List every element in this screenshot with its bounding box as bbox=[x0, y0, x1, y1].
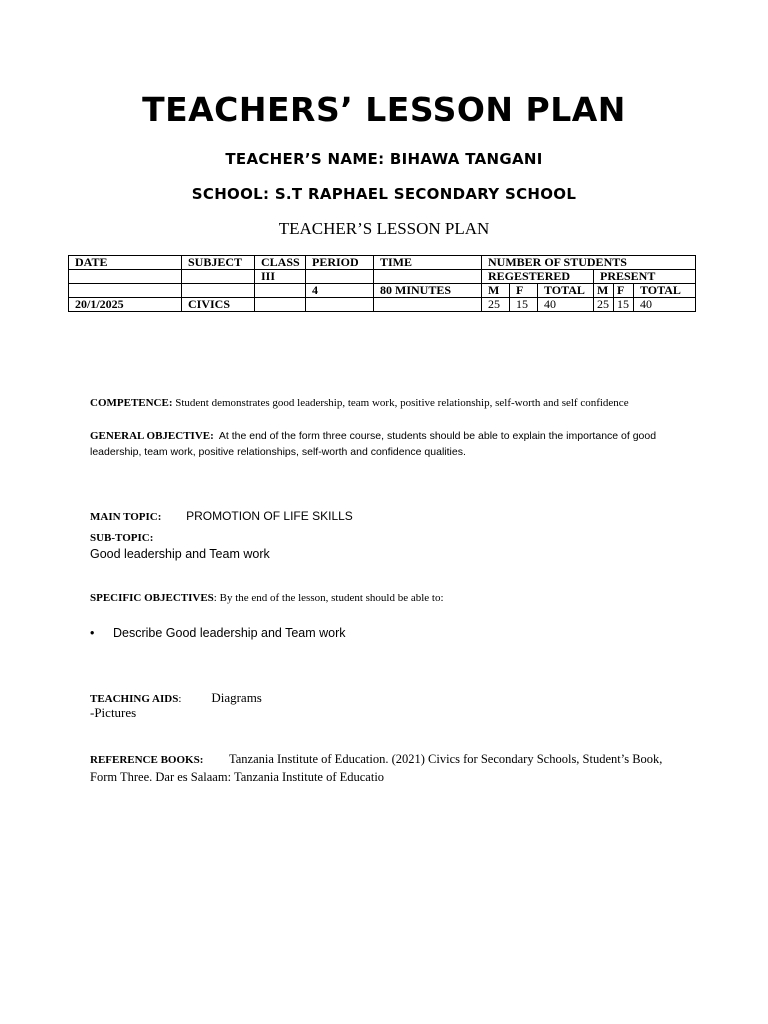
date-cell: 20/1/2025 bbox=[69, 298, 182, 312]
specific-objectives-text: : By the end of the lesson, student should be able to: bbox=[213, 592, 444, 604]
teaching-aids-colon: : bbox=[178, 693, 182, 705]
lesson-plan-heading: TEACHER’S LESSON PLAN bbox=[278, 219, 490, 238]
bullet-text: Describe Good leadership and Team work bbox=[113, 626, 346, 640]
pres-total-header: TOTAL bbox=[634, 284, 696, 298]
lesson-info-table bbox=[68, 255, 696, 312]
reference-text-1: Tanzania Institute of Education. (2021) Civics for Secondary Schools, Student’s Book, bbox=[229, 752, 663, 766]
reg-m-header: M bbox=[482, 284, 510, 298]
table-subheader-row bbox=[69, 270, 696, 284]
subject-header: SUBJECT bbox=[182, 256, 255, 270]
main-topic-value: PROMOTION OF LIFE SKILLS bbox=[186, 509, 353, 523]
subject-cell: CIVICS bbox=[182, 298, 255, 312]
sub-topic-value: Good leadership and Team work bbox=[90, 547, 270, 561]
sub-topic-label: SUB-TOPIC: bbox=[90, 532, 154, 544]
general-objective-text-1: At the end of the form three course, students should be able to explain the importance of good bbox=[218, 430, 657, 442]
reg-f-cell: 15 bbox=[510, 298, 538, 312]
general-objective-label: GENERAL OBJECTIVE: bbox=[90, 430, 214, 442]
table-row bbox=[69, 298, 696, 312]
reference-books-label: REFERENCE BOOKS: bbox=[90, 754, 204, 766]
document-title: TEACHERS’ LESSON PLAN bbox=[142, 90, 626, 129]
reference-text-2: Form Three. Dar es Salaam: Tanzania Institute of Educatio bbox=[90, 770, 385, 784]
present-header: PRESENT bbox=[594, 270, 696, 284]
competence-label: COMPETENCE: bbox=[90, 397, 173, 409]
students-header: NUMBER OF STUDENTS bbox=[482, 256, 696, 270]
specific-objectives-label: SPECIFIC OBJECTIVES bbox=[90, 592, 214, 604]
main-topic-line bbox=[90, 505, 353, 524]
table-detail-row bbox=[69, 284, 696, 298]
teaching-aids-item-1: Diagrams bbox=[211, 690, 262, 705]
bullet-icon: • bbox=[90, 626, 95, 640]
general-objective-paragraph bbox=[90, 426, 730, 460]
date-header: DATE bbox=[69, 256, 182, 270]
school-line: SCHOOL: S.T RAPHAEL SECONDARY SCHOOL bbox=[191, 185, 577, 203]
table-header-row bbox=[69, 256, 696, 270]
teaching-aids-item-2: -Pictures bbox=[90, 705, 137, 720]
general-objective-text-2: leadership, team work, positive relationships, self-worth and confidence qualities. bbox=[90, 446, 466, 458]
class-value: III bbox=[255, 270, 306, 284]
reg-f-header: F bbox=[510, 284, 538, 298]
competence-text: Student demonstrates good leadership, team work, positive relationship, self-worth and self confidence bbox=[175, 397, 629, 409]
main-topic-label: MAIN TOPIC: bbox=[90, 511, 162, 523]
specific-objectives-line bbox=[90, 592, 444, 604]
pres-f-header: F bbox=[614, 284, 634, 298]
reg-total-header: TOTAL bbox=[538, 284, 594, 298]
time-value: 80 MINUTES bbox=[374, 284, 482, 298]
reg-total-cell: 40 bbox=[538, 298, 594, 312]
period-header: PERIOD bbox=[306, 256, 374, 270]
teaching-aids-label: TEACHING AIDS bbox=[90, 693, 179, 705]
competence-paragraph bbox=[90, 397, 730, 409]
list-item bbox=[90, 622, 346, 641]
pres-f-cell: 15 bbox=[614, 298, 634, 312]
pres-m-cell: 25 bbox=[594, 298, 614, 312]
teaching-aids-line bbox=[90, 687, 262, 706]
pres-total-cell: 40 bbox=[634, 298, 696, 312]
reference-books-paragraph bbox=[90, 749, 730, 786]
time-header: TIME bbox=[374, 256, 482, 270]
period-value: 4 bbox=[306, 284, 374, 298]
reg-m-cell: 25 bbox=[482, 298, 510, 312]
teacher-name-line: TEACHER’S NAME: BIHAWA TANGANI bbox=[225, 150, 543, 168]
pres-m-header: M bbox=[594, 284, 614, 298]
registered-header: REGESTERED bbox=[482, 270, 594, 284]
class-header: CLASS bbox=[255, 256, 306, 270]
